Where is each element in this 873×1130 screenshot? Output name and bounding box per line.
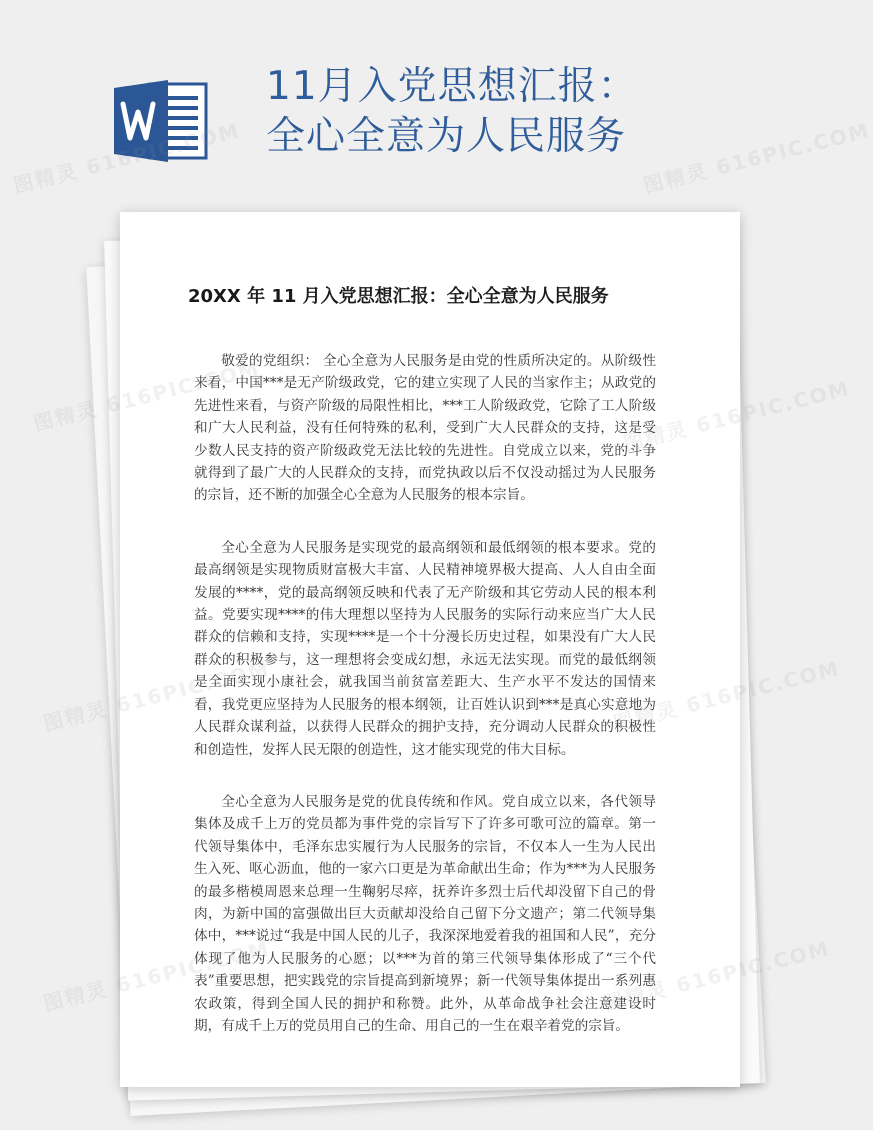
paragraph: 敬爱的党组织： 全心全意为人民服务是由党的性质所决定的。从阶级性来看，中国***是无产阶级政党，它的建立实现了人民的当家作主；从政党的先进性来看，与资产阶级的局限性相比，***工人阶级政党，它除了工人阶级和广大人民利益，没有任何特殊的私利，受到广大人民群众的支持，这是受少数人民支持的资产阶级政党无法比较的先进性。自党成立以来，党的斗争就得到了最广大的人民群众的支持，而党执政以后不仅没动摇过为人民服务的宗旨，还不断的加强全心全意为人民服务的根本宗旨。 [194, 353, 656, 504]
watermark: 616PIC.COM [683, 656, 843, 718]
watermark: 616PIC.COM [693, 376, 853, 438]
paragraph: 全心全意为人民服务是实现党的最高纲领和最低纲领的根本要求。党的最高纲领是实现物质财富极大丰富、人民精神境界极大提高、人人自由全面发展的****，党的最高纲领反映和代表了无产阶级和其它劳动人民的根本利益。党要实现****的伟大理想以坚持为人民服务的实际行动来应当广大人民群众的信赖和支持，实现****是一个十分漫长历史过程，如果没有广大人民群众的积极参与，这一理想将会变成幻想，永远无法实现。而党的最低纲领是全面实现小康社会，就我国当前贫富差距大、生产水平不发达的国情来看，我党更应坚持为人民服务的根本纲领，让百姓认识到***是真心实意地为人民群众谋利益，以获得人民群众的拥护支持，充分调动人民群众的积极性和创造性，发挥人民无限的创造性，这才能实现党的伟大目标。 [194, 539, 656, 758]
watermark: 图精灵 [30, 396, 101, 436]
banner-title [266, 62, 638, 162]
banner-title-line-1: 11月入党思想汇报： [266, 64, 638, 109]
document-body [194, 350, 656, 1067]
document-page [120, 212, 740, 1087]
watermark: 图精灵 [40, 696, 111, 736]
word-document-icon [112, 78, 212, 164]
watermark: 图精灵 616PIC.COM [10, 118, 243, 198]
banner-title-line-2: 全心全意为人民服务 [266, 114, 627, 159]
watermark: 图精灵 616PIC.COM [640, 118, 873, 198]
document-title: 20XX 年 11 月入党思想汇报：全心全意为人民服务 [188, 286, 609, 307]
watermark: 图精灵 [40, 976, 111, 1016]
paragraph: 全心全意为人民服务是党的优良传统和作风。党自成立以来，各代领导集体及成千上万的党员都为事件党的宗旨写下了许多可歌可泣的篇章。第一代领导集体中，毛泽东忠实履行为人民服务的宗旨，不仅本人一生为人民出生入死、呕心沥血，他的一家六口更是为革命献出生命；作为***为人民服务的最多楷模周恩来总理一生鞠躬尽瘁，抚养许多烈士后代却没留下自己的骨肉，为新中国的富强做出巨大贡献却没给自己留下分文遗产；第二代领导集体中，***说过“我是中国人民的儿子，我深深地爱着我的祖国和人民”，充分体现了他为人民服务的心愿；以***为首的第三代领导集体形成了“三个代表”重要思想，把实践党的宗旨提高到新境界；新一代领导集体提出一系列惠农政策，得到全国人民的拥护和称赞。此外，从革命战争社会注意建设时期，有成千上万的党员用自己的生命、用自己的一生在艰辛着党的宗旨。 [194, 793, 656, 1034]
banner [0, 0, 800, 200]
